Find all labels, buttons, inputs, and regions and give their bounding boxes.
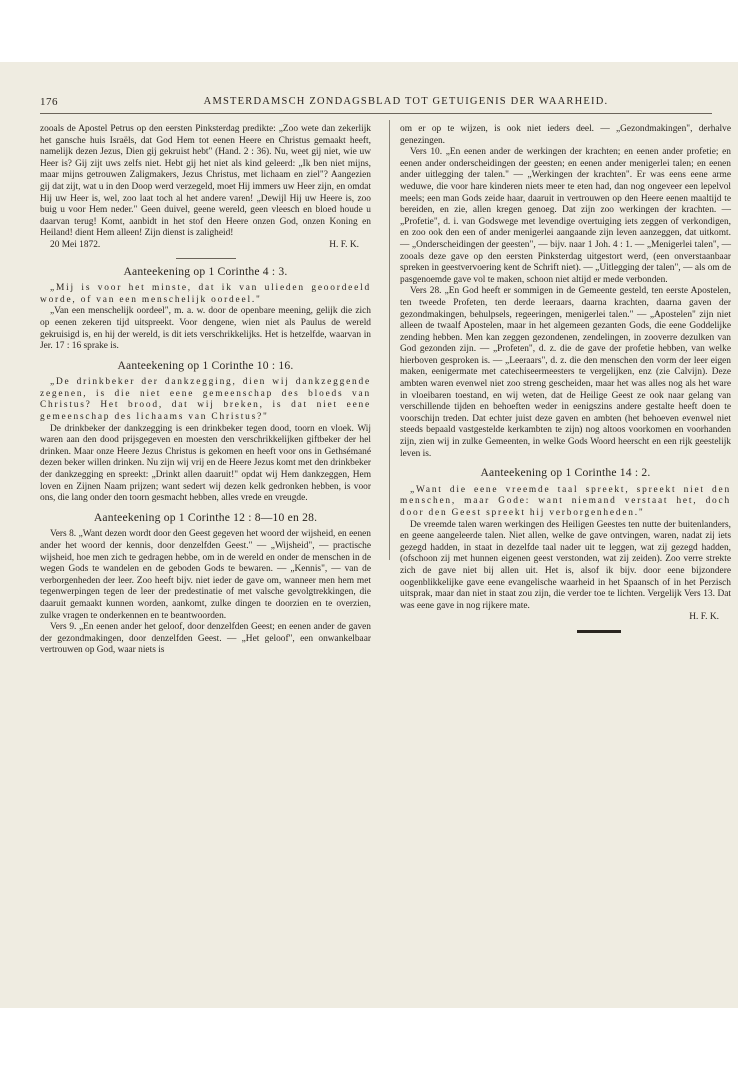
body-paragraph: om er op te wijzen, is ook niet ieders deel. — „Gezondmakingen", derhalve genezingen. — [400, 124, 731, 146]
body-paragraph: Vers 9. „En eenen ander het geloof, door denzelfden Geest; en eenen ander de gaven der gezondmakingen, door denzelfden Geest. — „Het geloof", een onwankelbaar vertrouwen op God, waar niets is — [40, 622, 371, 656]
author-initials: H. F. K. — [329, 239, 359, 250]
article-date: 20 Mei 1872. — [50, 239, 101, 250]
body-paragraph: Vers 28. „En God heeft er sommigen in de Gemeente gesteld, ten eerste Apostelen, ten tweede Profeten, ten derde leeraars, daarna krachten, daarna gaven der gezondmakingen, behulpsels, regeeringen, menigerlei talen." — „Apostelen" zijn niet alleen de twaalf Apostelen, maar in het algemeen gezanten Gods, die eene Goddelijke zending hebben. Men kan zeggen gezondenen, zendelingen, in zooverre dezulken van God gezonden zijn. — „Profeten", d. z. die de gave der profetie hebben, van welke hierboven gesproken is. — „Leeraars", d. z. die den menschen den vorm der leer eigen maken, eenigermate met catechiseermeesters te vergelijken, enz (zie Calvijn). Deze ambten waren evenwel niet zoo streng gescheiden, maar het was alles nog als het ware in vloeibaren toestand, en wij weten, dat de Heilige Geest ze ook naar gelang van verschillende tijden en behoeften weder in eenigszins andere gestalte heeft doen te voorschijn treden. Dat echter juist deze gaven en ambten (het behoeven evenwel niet steeds bepaald vastgestelde kerkambten te zijn) nog altoos voorkomen en voorhanden zijn, zien wij in zulke Gemeenten, in welke Gods Woord heerscht en een rijk geestelijk leven is. — [400, 286, 731, 459]
header-rule — [40, 113, 712, 114]
section-heading: Aanteekening op 1 Corinthe 12 : 8—10 en 28. — [93, 510, 318, 524]
scripture-quote: „De drinkbeker der dankzegging, dien wij dankzeggende zegenen, is die niet eene gemeenschap des bloeds van Christus? Het brood, dat wij breken, is dat niet eene gemeenschap des lichaams van Christus?" — [40, 377, 371, 423]
body-paragraph: De vreemde talen waren werkingen des Heiligen Geestes ten nutte der buitenlanders, en geene aangeleerde talen. Niet allen, welke de gave ontvingen, waren, nadat zij iets gezegd hadden, in staat in dezelfde taal nader uit te leggen, wat zij gezegd hadden, (ofschoon zij met hunnen eigenen geest verstonden, wat zij zeiden). Zoo verre strekte zich de gave niet bij allen uit. Het is, alsof ik bijv. door eene bijzondere oogenblikkelijke gave eene evangelische waarheid in het Spaansch of in het Perzisch uitsprak, maar dan niet in staat zou zijn, die verder toe te lichten. Vergelijk Vers 13. Dat was eene gave in nog rijkere mate. — [400, 519, 731, 611]
body-paragraph: De drinkbeker der dankzegging is een drinkbeker tegen dood, toorn en vloek. Wij waren aan den dood prijsgegeven en moesten den verschrikkelijken giftbeker der hel drinken. Maar onze Heere Jezus Christus is gekomen en heeft voor ons in Gethsémané dezen beker willen drinken. Nu zijn wij vrij en de Heere Jezus komt met den drinkbeker der dankzegging en spreekt: „Drinkt allen daaruit!" opdat wij Hem dankzeggen, Hem loven en Zijnen Naam prijzen; want sedert wij dezen kelk gedronken hebben, is voor ons, die lang onder den toorn gesmacht hebben, alles vrede en vreugde. — [40, 423, 371, 504]
section-heading: Aanteekening op 1 Corinthe 4 : 3. — [123, 264, 288, 278]
page-number: 176 — [40, 96, 58, 108]
column-divider — [389, 120, 390, 560]
end-ornament — [577, 630, 621, 633]
section-heading: Aanteekening op 1 Corinthe 10 : 16. — [117, 358, 294, 372]
author-initials: H. F. K. — [689, 612, 719, 623]
right-column — [400, 124, 731, 633]
signature-line — [400, 612, 731, 624]
running-title: AMSTERDAMSCH ZONDAGSBLAD TOT GETUIGENIS DER WAARHEID. — [203, 96, 609, 107]
intro-paragraph: zooals de Apostel Petrus op den eersten Pinksterdag predikte: „Zoo wete dan zekerlijk het gansche huis Israëls, dat God Hem tot eenen Heere en Christus gemaakt heeft, namelijk dezen Jezus, Dien gij gekruist hebt" (Hand. 2 : 36). Nu, weet gij niet, wie uw Heer is? Gij zijt uws zelfs niet. Hebt gij het niet als kind geleerd: „Ik ben niet mijns, maar mijns getrouwen Zaligmakers, Jezus Christus, met lichaam en ziel"? Aangezien gij dat zijt, wat u in den Doop werd verzegeld, moet Hij immers uw Heer zijn, en omdat Hij uw Heer is, wel, zoo laat toch al het andere varen! „Dewijl Hij uw Heere is, zoo buig u voor Hem neder." Geen duivel, geene wereld, geen vleesch en bloed houde u daarvan terug! Komt, aanbidt in het stof den Heere onzen God, onzen Koning en Heiland! dient Hem alleen! Zijn dienst is zaligheid! — [40, 124, 371, 239]
section-heading: Aanteekening op 1 Corinthe 14 : 2. — [480, 466, 651, 480]
scripture-quote: „Mij is voor het minste, dat ik van ulieden geoordeeld worde, of van een menschelijk oordeel." — [40, 283, 371, 305]
signature-line — [40, 240, 371, 252]
body-paragraph: Vers 10. „En eenen ander de werkingen der krachten; en eenen ander profetie; en eenen ander onderscheidingen der geesten; en eenen ander menigerlei talen; en eenen ander uitlegging der talen." — „Werkingen der krachten". Er was eens eene arme weduwe, die voor hare kinderen niets meer te eten had, dan nog ongeveer een lepelvol meels; een man Gods zeide haar, daaruit in vertrouwen op den Heere eenen maaltijd te bereiden, en zie, allen kregen genoeg. Dat zijn zoo werkingen der krachten. — „Profetie", d. i. van Godswege met levendige overtuiging iets zeggen of verkondigen, en zoo ook den een of ander menigerlei aangaande zijn leven aanzeggen, dat uitkomt. — „Onderscheidingen der geesten", — bijv. naar 1 Joh. 4 : 1. — „Menigerlei talen", — zooals deze gave op den eersten Pinksterdag uitgestort werd, (een onverstaanbaar spreken in geestvervoering kent de Schrift niet). — „Uitlegging der talen", — als om de pasgenoemde gave vol te maken, schoon niet altijd er mede verbonden. — [400, 147, 731, 285]
body-paragraph: Vers 8. „Want dezen wordt door den Geest gegeven het woord der wijsheid, en eenen ander het woord der kennis, door denzelfden Geest." — „Wijsheid", — practische wijsheid, hoe men zich te gedragen hebbe, om in de wereld en onder de menschen in de wegen Gods te wandelen en de geboden Gods te bewaren. — „Kennis", — van de verborgenheden der leer. Zoo heeft bijv. niet ieder de gave om, wanneer men hem met tegenwerpingen tegen de leer der predestinatie of met valsche gevolgtrekkingen, die daaruit gemaakt kunnen worden, aankomt, zulke dingen te doorzien en te overzien, zulke vragen te onderkennen en te beantwoorden. — [40, 529, 371, 621]
left-column — [40, 124, 371, 657]
page-header — [40, 96, 712, 112]
section-rule — [176, 258, 236, 259]
scripture-quote: „Want die eene vreemde taal spreekt, spreekt niet den menschen, maar Gode: want niemand verstaat het, doch door den Geest spreekt hij verborgenheden." — [400, 484, 731, 518]
body-paragraph: „Van een menschelijk oordeel", m. a. w. door de openbare meening, gelijk die zich op eenen zekeren tijd uitspreekt. Voor dengene, wien niet als Paulus de wereld gekruisigd is, en hij der wereld, is dit iets verschrikkelijks. Het is hetzelfde, waarvan in Jer. 17 : 16 sprake is. — [40, 306, 371, 352]
